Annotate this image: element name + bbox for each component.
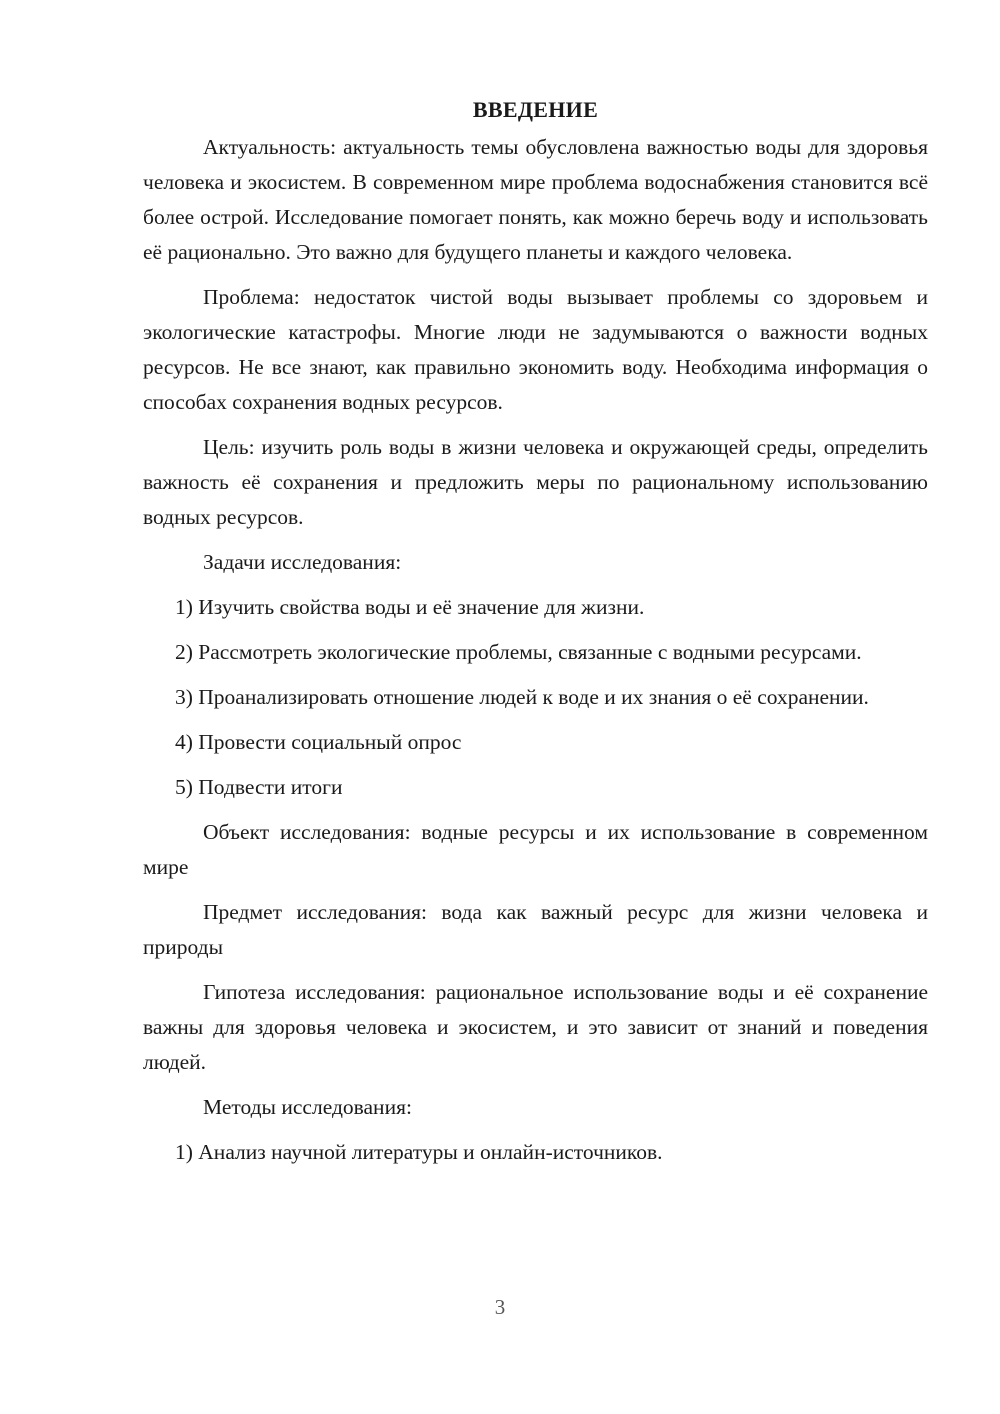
- list-item-task-2: 2) Рассмотреть экологические проблемы, связанные с водными ресурсами.: [175, 640, 862, 664]
- section-heading: ВВЕДЕНИЕ: [472, 97, 599, 122]
- list-item-task-3: 3) Проанализировать отношение людей к воде и их знания о её сохранении.: [175, 685, 869, 709]
- list-item-task-4: 4) Провести социальный опрос: [175, 730, 462, 754]
- list-item-task-1: 1) Изучить свойства воды и её значение для жизни.: [175, 595, 645, 619]
- paragraph-methods-heading: Методы исследования:: [203, 1095, 412, 1119]
- paragraph-subject: Предмет исследования: вода как важный ресурс для жизни человека и природы: [143, 900, 928, 959]
- page-number: 3: [494, 1295, 506, 1319]
- paragraph-hypothesis: Гипотеза исследования: рациональное использование воды и её сохранение важны для здоровья человека и экосистем, и это зависит от знаний и поведения людей.: [143, 980, 928, 1074]
- list-item-method-1: 1) Анализ научной литературы и онлайн-источников.: [175, 1140, 663, 1164]
- paragraph-tasks-heading: Задачи исследования:: [203, 550, 402, 574]
- document-page: [143, 92, 928, 1180]
- paragraph-problem: Проблема: недостаток чистой воды вызывает проблемы со здоровьем и экологические катастрофы. Многие люди не задумываются о важности водных ресурсов. Не все знают, как правильно экономить воду. Необходима информация о способах сохранения водных ресурсов.: [143, 285, 928, 414]
- paragraph-object: Объект исследования: водные ресурсы и их использование в современном мире: [143, 820, 928, 879]
- paragraph-goal: Цель: изучить роль воды в жизни человека и окружающей среды, определить важность её сохранения и предложить меры по рациональному использованию водных ресурсов.: [143, 435, 928, 529]
- paragraph-relevance: Актуальность: актуальность темы обусловлена важностью воды для здоровья человека и экосистем. В современном мире проблема водоснабжения становится всё более острой. Исследование помогает понять, как можно беречь воду и использовать её рационально. Это важно для будущего планеты и каждого человека.: [143, 135, 928, 264]
- list-item-task-5: 5) Подвести итоги: [175, 775, 343, 799]
